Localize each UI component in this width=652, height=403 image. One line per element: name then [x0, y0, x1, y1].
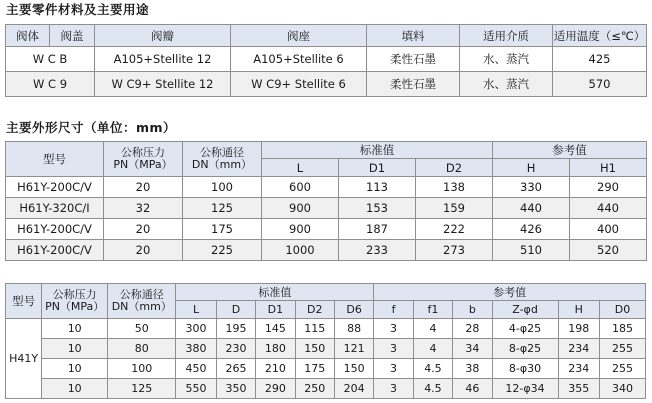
table-row: [6, 198, 647, 219]
table-cell: 234: [558, 359, 600, 379]
header-reference: 参考值: [374, 284, 646, 301]
table-cell: 204: [334, 379, 373, 399]
header-pn-line2: PN（MPa）: [113, 158, 173, 171]
table-cell: 34: [453, 339, 492, 359]
table-cell: W C 9: [6, 72, 95, 97]
table-cell: 340: [600, 379, 646, 399]
table-cell: 400: [570, 219, 647, 240]
header-pn-line1: 公称压力: [52, 288, 97, 301]
table-cell: 900: [262, 219, 339, 240]
header-pn: [104, 142, 183, 177]
header-cell: Z-φd: [492, 301, 558, 319]
table-cell: 234: [558, 339, 600, 359]
table-header-row: [6, 284, 646, 301]
header-dn-line2: DN（mm）: [111, 300, 172, 313]
table-cell: 46: [453, 379, 492, 399]
header-cell: f: [374, 301, 413, 319]
header-cell: b: [453, 301, 492, 319]
table-row: [6, 240, 647, 261]
table-row: [6, 219, 647, 240]
table-cell: 50: [108, 319, 176, 339]
table-cell: 20: [104, 177, 183, 198]
header-cell: D2: [416, 159, 493, 177]
table-cell: 900: [262, 198, 339, 219]
table-cell: W C B: [6, 47, 95, 72]
header-reference: 参考值: [493, 142, 647, 159]
header-cell: f1: [413, 301, 452, 319]
header-cell: H: [493, 159, 570, 177]
table-cell: 250: [295, 379, 334, 399]
table-cell: 10: [42, 359, 108, 379]
table-cell: 175: [295, 359, 334, 379]
table-cell: 4.5: [413, 359, 452, 379]
table-cell: 255: [600, 339, 646, 359]
header-cell: 阀盖: [50, 25, 95, 47]
header-pn-line1: 公称压力: [121, 146, 165, 159]
table-cell: 222: [416, 219, 493, 240]
header-dn-line2: DN（mm）: [191, 158, 253, 171]
table-cell: 187: [339, 219, 416, 240]
table-cell: 28: [453, 319, 492, 339]
header-cell: H: [558, 301, 600, 319]
table-cell: H61Y-200C/V: [6, 177, 104, 198]
table-cell: 180: [256, 339, 295, 359]
header-cell: L: [176, 301, 216, 319]
materials-table: [5, 24, 647, 97]
table-cell: 4: [413, 339, 452, 359]
table-row: [6, 177, 647, 198]
table-cell: 88: [334, 319, 373, 339]
header-cell: 适用温度（≤℃）: [553, 25, 647, 47]
table-cell: 510: [493, 240, 570, 261]
header-pn-line2: PN（MPa）: [45, 300, 105, 313]
table-cell: 198: [558, 319, 600, 339]
table-cell: 210: [256, 359, 295, 379]
header-cell: D0: [600, 301, 646, 319]
table-cell: 10: [42, 319, 108, 339]
table-cell: 10: [42, 339, 108, 359]
table-cell: 233: [339, 240, 416, 261]
table-cell: 175: [183, 219, 262, 240]
table-cell: 10: [42, 379, 108, 399]
table-cell: 4.5: [413, 379, 452, 399]
header-cell: 阀瓣: [95, 25, 231, 47]
dimensions-table-h41y: [5, 283, 646, 399]
table-cell: 125: [183, 198, 262, 219]
header-cell: 填料: [367, 25, 460, 47]
header-cell: 阀座: [231, 25, 367, 47]
table-cell: 121: [334, 339, 373, 359]
table-cell: 255: [600, 359, 646, 379]
header-cell: D1: [339, 159, 416, 177]
table-cell: 8-φ25: [492, 339, 558, 359]
header-cell: D2: [295, 301, 334, 319]
table-cell: 290: [256, 379, 295, 399]
header-standard: 标准值: [176, 284, 374, 301]
table-cell: 440: [570, 198, 647, 219]
table-cell: 355: [558, 379, 600, 399]
header-dn-line1: 公称通径: [119, 288, 164, 301]
table-cell: 225: [183, 240, 262, 261]
table-cell: 柔性石墨: [367, 47, 460, 72]
header-cell: L: [262, 159, 339, 177]
table-row: [6, 379, 646, 399]
header-model: 型号: [6, 284, 42, 319]
table-row: [6, 72, 647, 97]
table-cell: 20: [104, 240, 183, 261]
header-dn-line1: 公称通径: [200, 146, 244, 159]
table-row: [6, 359, 646, 379]
table-cell: 570: [553, 72, 647, 97]
table-cell: 100: [183, 177, 262, 198]
table-cell: 138: [416, 177, 493, 198]
header-cell: 阀体: [6, 25, 50, 47]
header-pn: [42, 284, 108, 319]
table-cell: 425: [553, 47, 647, 72]
table-cell: 350: [216, 379, 255, 399]
table-cell: 113: [339, 177, 416, 198]
table-cell: 185: [600, 319, 646, 339]
table-cell: W C9+ Stellite 6: [231, 72, 367, 97]
table-cell: 300: [176, 319, 216, 339]
table-cell: 4: [413, 319, 452, 339]
table-cell: 265: [216, 359, 255, 379]
table-cell: W C9+ Stellite 12: [95, 72, 231, 97]
table-cell: A105+Stellite 6: [231, 47, 367, 72]
dimensions-title: 主要外形尺寸（单位：mm）: [6, 120, 177, 135]
table-row: [6, 319, 646, 339]
header-model: 型号: [6, 142, 104, 177]
table-cell: 150: [334, 359, 373, 379]
table-cell: H61Y-320C/I: [6, 198, 104, 219]
table-cell: 159: [416, 198, 493, 219]
header-dn: [108, 284, 176, 319]
table-cell: 440: [493, 198, 570, 219]
table-cell: 柔性石墨: [367, 72, 460, 97]
table-row: [6, 339, 646, 359]
table-cell: 153: [339, 198, 416, 219]
dimensions-table-h61y: [5, 141, 647, 261]
table-cell: 80: [108, 339, 176, 359]
table-cell: 550: [176, 379, 216, 399]
table-cell: H61Y-200C/V: [6, 240, 104, 261]
table-cell: 450: [176, 359, 216, 379]
table-cell: 330: [493, 177, 570, 198]
table-cell: 150: [295, 339, 334, 359]
table-cell: 100: [108, 359, 176, 379]
header-standard: 标准值: [262, 142, 493, 159]
table-cell: 600: [262, 177, 339, 198]
materials-header-row: [6, 25, 647, 47]
table-cell: 1000: [262, 240, 339, 261]
table-cell: H61Y-200C/V: [6, 219, 104, 240]
model-cell: H41Y: [6, 319, 42, 399]
table-cell: 12-φ34: [492, 379, 558, 399]
table-cell: 32: [104, 198, 183, 219]
table-cell: 125: [108, 379, 176, 399]
table-cell: A105+Stellite 12: [95, 47, 231, 72]
header-cell: D6: [334, 301, 373, 319]
header-dn: [183, 142, 262, 177]
table-cell: 3: [374, 339, 413, 359]
table-cell: 3: [374, 319, 413, 339]
table-cell: 145: [256, 319, 295, 339]
table-cell: 426: [493, 219, 570, 240]
table-cell: 195: [216, 319, 255, 339]
table-cell: 3: [374, 379, 413, 399]
materials-title: 主要零件材料及主要用途: [6, 2, 150, 17]
table-cell: 38: [453, 359, 492, 379]
table-cell: 8-φ30: [492, 359, 558, 379]
table-cell: 230: [216, 339, 255, 359]
table-cell: 520: [570, 240, 647, 261]
table-cell: 4-φ25: [492, 319, 558, 339]
table-cell: 290: [570, 177, 647, 198]
table-cell: 3: [374, 359, 413, 379]
table-cell: 水、蒸汽: [460, 47, 553, 72]
header-cell: D: [216, 301, 255, 319]
table-cell: 273: [416, 240, 493, 261]
table-cell: 380: [176, 339, 216, 359]
header-cell: 适用介质: [460, 25, 553, 47]
table-cell: 20: [104, 219, 183, 240]
table-cell: 115: [295, 319, 334, 339]
table-cell: 水、蒸汽: [460, 72, 553, 97]
header-cell: D1: [256, 301, 295, 319]
table-row: [6, 47, 647, 72]
table-header-row: [6, 142, 647, 159]
header-cell: H1: [570, 159, 647, 177]
